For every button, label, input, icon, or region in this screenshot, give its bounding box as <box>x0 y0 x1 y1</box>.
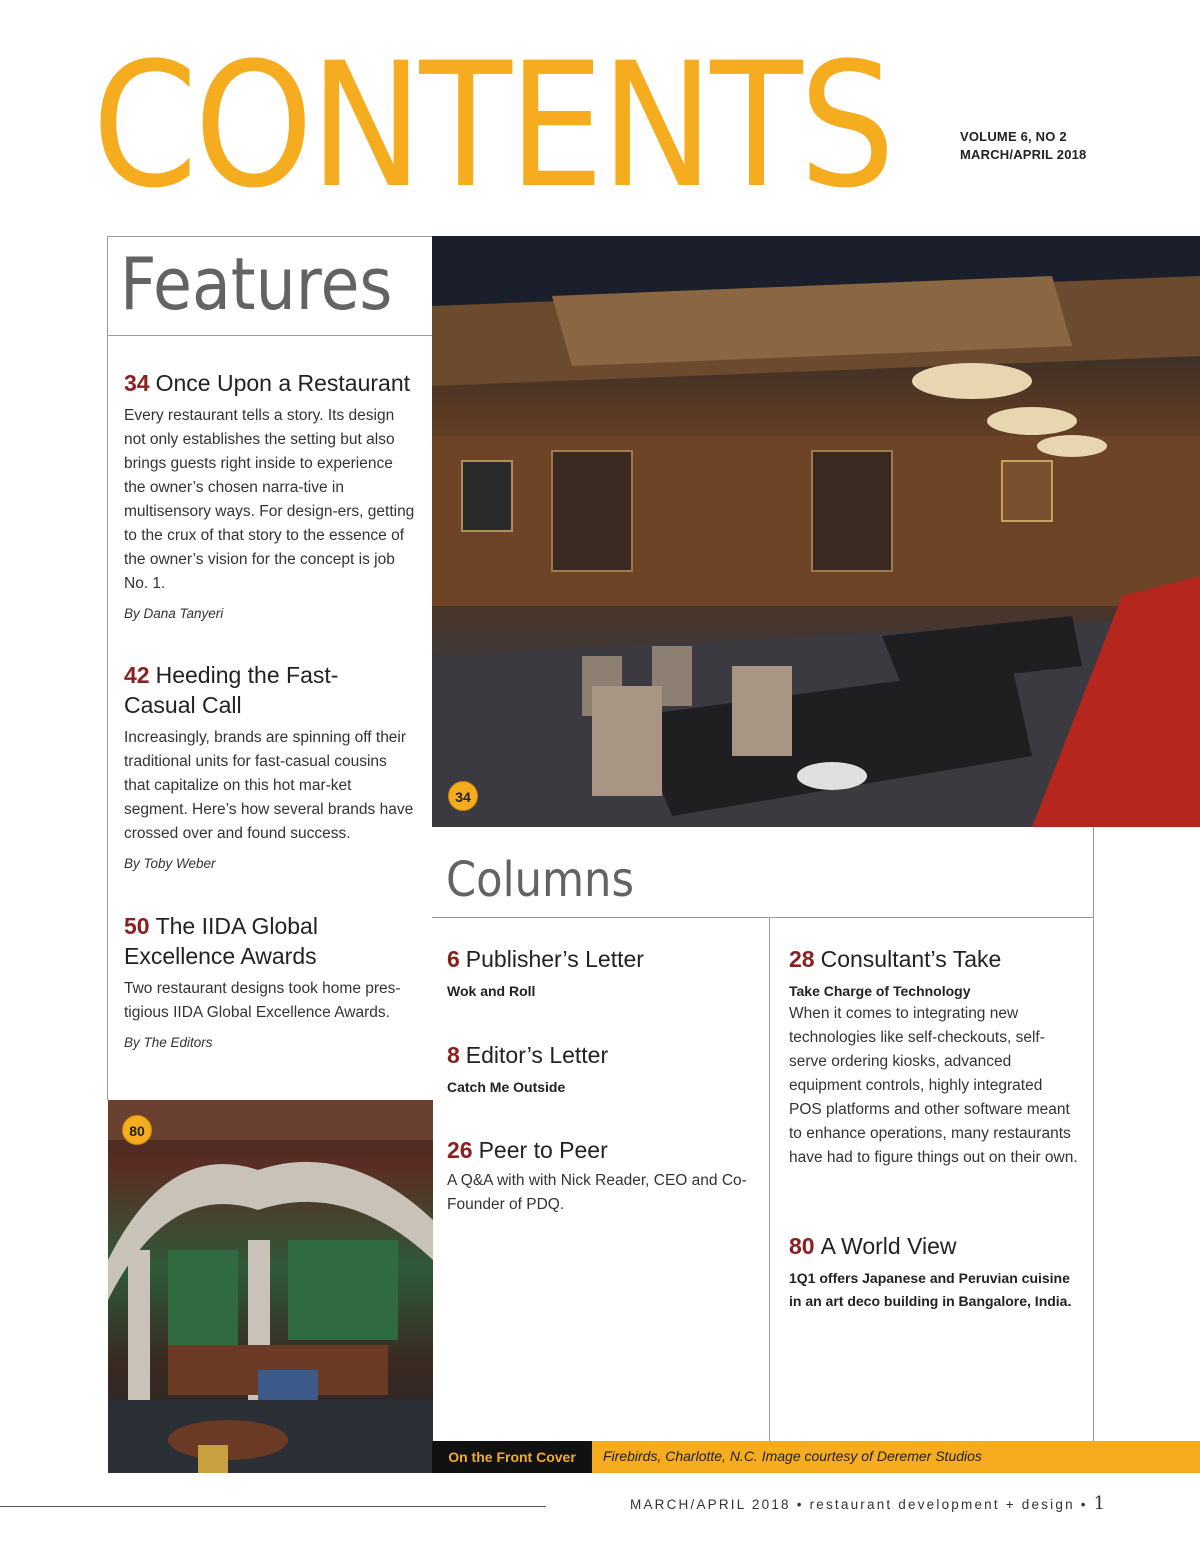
column-subtitle: Catch Me Outside <box>447 1079 566 1095</box>
feature-page-number: 50 <box>124 913 150 939</box>
column-item[interactable] <box>447 944 747 1002</box>
issue-volume: VOLUME 6, NO 2 <box>960 129 1067 144</box>
feature-heading <box>124 368 416 398</box>
restaurant-photo-illustration <box>432 236 1200 827</box>
column-title[interactable]: Publisher’s Letter <box>465 946 644 972</box>
photo-page-badge: 34 <box>448 781 478 811</box>
footer-rule <box>0 1506 546 1507</box>
column-page-number: 28 <box>789 946 815 972</box>
column-subtitle: Wok and Roll <box>447 983 536 999</box>
feature-page-number: 34 <box>124 370 150 396</box>
features-heading: Features <box>120 242 393 326</box>
column-text: A Q&A with with Nick Reader, CEO and Co-Founder of PDQ. <box>447 1172 747 1213</box>
feature-item[interactable] <box>124 368 416 621</box>
feature-heading <box>124 660 364 720</box>
column-title[interactable]: Peer to Peer <box>478 1137 608 1163</box>
feature-byline: By Dana Tanyeri <box>124 606 224 621</box>
column-heading <box>447 1040 747 1070</box>
feature-title[interactable]: The IIDA Global Excellence Awards <box>124 913 318 969</box>
world-view-photo-illustration <box>108 1100 433 1473</box>
column-title[interactable]: Editor’s Letter <box>465 1042 609 1068</box>
feature-item[interactable] <box>124 911 416 1050</box>
feature-byline: By The Editors <box>124 1035 213 1050</box>
feature-heading <box>124 911 354 971</box>
column-page-number: 6 <box>447 946 460 972</box>
column-subtitle: 1Q1 offers Japanese and Peruvian cuisine in an art deco building in Bangalore, India. <box>789 1270 1072 1309</box>
column-heading <box>447 1135 747 1165</box>
cover-caption: Firebirds, Charlotte, N.C. Image courtesy of Deremer Studios <box>603 1448 982 1464</box>
feature-title[interactable]: Once Upon a Restaurant <box>155 370 411 396</box>
column-heading <box>789 1231 1079 1261</box>
feature-title[interactable]: Heeding the Fast-Casual Call <box>124 662 339 718</box>
column-title[interactable]: Consultant’s Take <box>820 946 1002 972</box>
page-number: 1 <box>1093 1493 1106 1514</box>
feature-item[interactable] <box>124 660 416 871</box>
feature-description: Two restaurant designs took home pres-tigious IIDA Global Excellence Awards. <box>124 980 401 1021</box>
photo-page-badge: 80 <box>122 1115 152 1145</box>
cover-label: On the Front Cover <box>432 1441 592 1473</box>
column-title[interactable]: A World View <box>820 1233 957 1259</box>
columns-divider <box>769 918 770 1441</box>
column-heading <box>447 944 747 974</box>
issue-date: MARCH/APRIL 2018 <box>960 147 1087 162</box>
columns-header-rule <box>432 917 1094 918</box>
column-text: When it comes to integrating new technologies like self-checkouts, self-serve ordering kiosks, advanced equipment controls, highly integrated POS platforms and other software meant to enhance operations, many restaurants have had to figure things out on their own. <box>789 1005 1078 1166</box>
page-footer <box>630 1493 1105 1514</box>
feature-page-number: 42 <box>124 662 150 688</box>
column-item[interactable] <box>447 1135 747 1217</box>
feature-byline: By Toby Weber <box>124 856 216 871</box>
column-page-number: 26 <box>447 1137 473 1163</box>
column-subtitle: Take Charge of Technology <box>789 983 971 999</box>
page-title: CONTENTS <box>92 25 892 226</box>
feature-description: Increasingly, brands are spinning off their traditional units for fast-casual cousins that capitalize on this hot mar-ket segment. Here’s how several brands have crossed over and found success. <box>124 729 414 842</box>
columns-heading: Columns <box>446 852 634 908</box>
column-item[interactable] <box>789 944 1079 1170</box>
column-heading <box>789 944 1079 974</box>
feature-description: Every restaurant tells a story. Its design not only establishes the setting but also brings guests right inside to experience the owner’s chosen narra-tive in multisensory ways. For design-ers, getting to the crux of that story to the essence of the owner’s vision for the concept is job No. 1. <box>124 407 415 592</box>
feature-photo-restaurant[interactable] <box>432 236 1200 827</box>
footer-label: MARCH/APRIL 2018 • restaurant development + design • <box>630 1497 1088 1512</box>
feature-photo-world-view[interactable] <box>108 1100 433 1473</box>
column-page-number: 8 <box>447 1042 460 1068</box>
column-item[interactable] <box>447 1040 747 1098</box>
issue-info <box>960 128 1087 164</box>
column-page-number: 80 <box>789 1233 815 1259</box>
column-item[interactable] <box>789 1231 1079 1313</box>
